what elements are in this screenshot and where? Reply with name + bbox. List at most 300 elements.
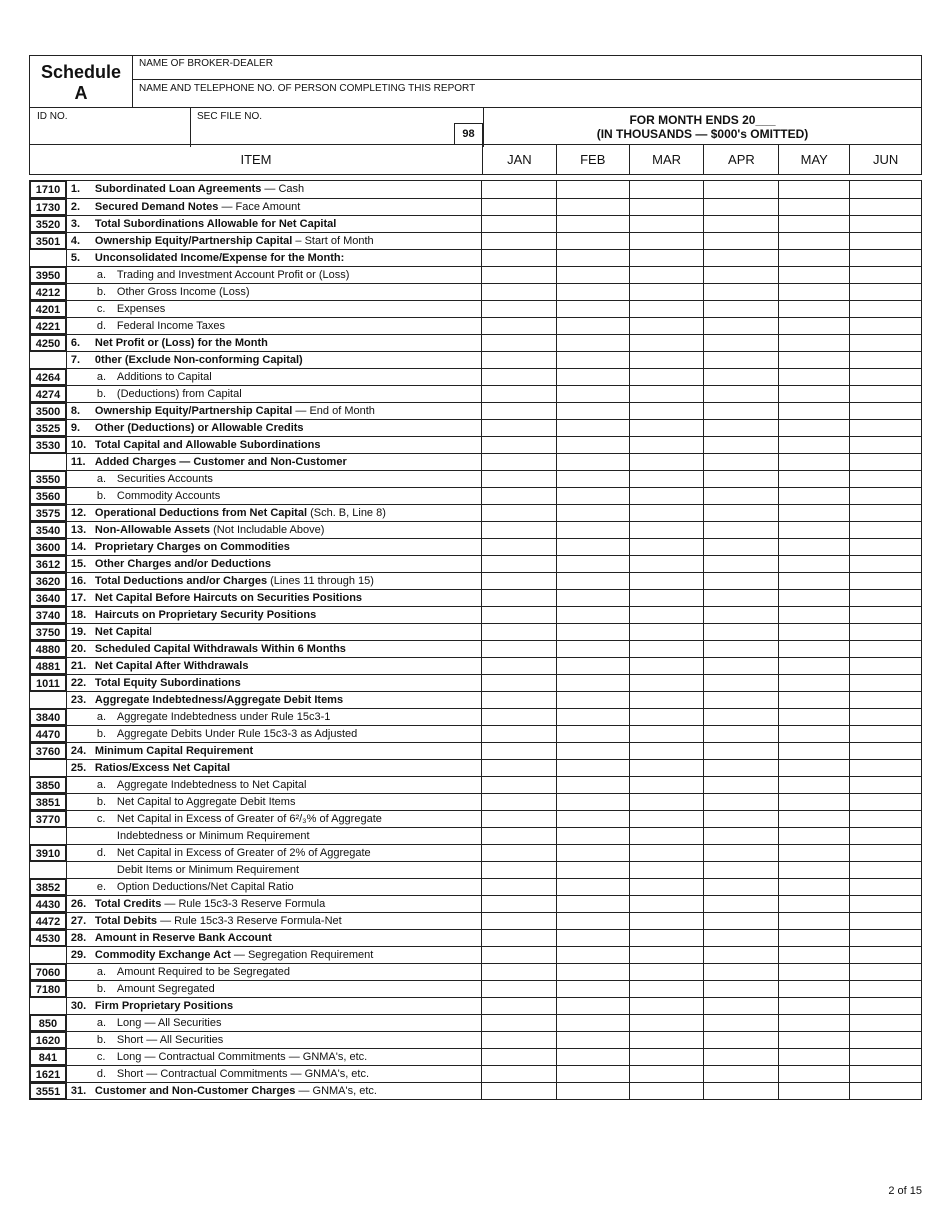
entry-cell-feb[interactable] <box>556 1032 629 1048</box>
entry-cell-jun[interactable] <box>849 573 921 589</box>
entry-cell-jun[interactable] <box>849 879 921 895</box>
entry-cell-jun[interactable] <box>849 369 921 385</box>
entry-cell-jun[interactable] <box>849 386 921 402</box>
entry-cell-may[interactable] <box>778 641 849 657</box>
entry-cell-jun[interactable] <box>849 454 921 470</box>
entry-cell-may[interactable] <box>778 590 849 606</box>
entry-cell-may[interactable] <box>778 267 849 283</box>
entry-cell-mar[interactable] <box>629 760 704 776</box>
entry-cell-jan[interactable] <box>482 641 556 657</box>
entry-cell-may[interactable] <box>778 624 849 640</box>
entry-cell-jun[interactable] <box>849 658 921 674</box>
entry-cell-jun[interactable] <box>849 607 921 623</box>
entry-cell-jun[interactable] <box>849 505 921 521</box>
entry-cell-jan[interactable] <box>482 726 556 742</box>
entry-cell-apr[interactable] <box>703 913 778 929</box>
entry-cell-may[interactable] <box>778 233 849 249</box>
entry-cell-may[interactable] <box>778 250 849 266</box>
entry-cell-jan[interactable] <box>482 539 556 555</box>
entry-cell-mar[interactable] <box>629 794 704 810</box>
entry-cell-apr[interactable] <box>703 862 778 878</box>
entry-cell-mar[interactable] <box>629 454 704 470</box>
entry-cell-jun[interactable] <box>849 675 921 691</box>
entry-cell-jan[interactable] <box>482 1015 556 1031</box>
entry-cell-mar[interactable] <box>629 913 704 929</box>
entry-cell-may[interactable] <box>778 420 849 436</box>
entry-cell-apr[interactable] <box>703 335 778 351</box>
entry-cell-jun[interactable] <box>849 930 921 946</box>
entry-cell-mar[interactable] <box>629 522 704 538</box>
entry-cell-may[interactable] <box>778 386 849 402</box>
entry-cell-jan[interactable] <box>482 590 556 606</box>
entry-cell-mar[interactable] <box>629 318 704 334</box>
entry-cell-jun[interactable] <box>849 1032 921 1048</box>
entry-cell-jun[interactable] <box>849 352 921 368</box>
entry-cell-jan[interactable] <box>482 454 556 470</box>
entry-cell-mar[interactable] <box>629 658 704 674</box>
entry-cell-may[interactable] <box>778 896 849 912</box>
entry-cell-jan[interactable] <box>482 862 556 878</box>
entry-cell-may[interactable] <box>778 760 849 776</box>
entry-cell-apr[interactable] <box>703 471 778 487</box>
entry-cell-jun[interactable] <box>849 709 921 725</box>
entry-cell-may[interactable] <box>778 369 849 385</box>
entry-cell-feb[interactable] <box>556 386 629 402</box>
entry-cell-jun[interactable] <box>849 301 921 317</box>
entry-cell-apr[interactable] <box>703 879 778 895</box>
entry-cell-may[interactable] <box>778 1083 849 1099</box>
entry-cell-mar[interactable] <box>629 981 704 997</box>
entry-cell-may[interactable] <box>778 1015 849 1031</box>
entry-cell-jun[interactable] <box>849 964 921 980</box>
entry-cell-jun[interactable] <box>849 726 921 742</box>
entry-cell-jun[interactable] <box>849 1066 921 1082</box>
entry-cell-feb[interactable] <box>556 1015 629 1031</box>
entry-cell-may[interactable] <box>778 998 849 1014</box>
entry-cell-may[interactable] <box>778 607 849 623</box>
entry-cell-jan[interactable] <box>482 386 556 402</box>
entry-cell-jan[interactable] <box>482 964 556 980</box>
entry-cell-jan[interactable] <box>482 199 556 215</box>
entry-cell-feb[interactable] <box>556 658 629 674</box>
entry-cell-mar[interactable] <box>629 675 704 691</box>
entry-cell-feb[interactable] <box>556 505 629 521</box>
entry-cell-apr[interactable] <box>703 420 778 436</box>
entry-cell-feb[interactable] <box>556 828 629 844</box>
entry-cell-jun[interactable] <box>849 862 921 878</box>
entry-cell-apr[interactable] <box>703 1083 778 1099</box>
entry-cell-may[interactable] <box>778 505 849 521</box>
entry-cell-mar[interactable] <box>629 743 704 759</box>
entry-cell-mar[interactable] <box>629 624 704 640</box>
entry-cell-apr[interactable] <box>703 998 778 1014</box>
entry-cell-may[interactable] <box>778 964 849 980</box>
entry-cell-feb[interactable] <box>556 216 629 232</box>
entry-cell-jun[interactable] <box>849 471 921 487</box>
entry-cell-jun[interactable] <box>849 981 921 997</box>
entry-cell-jun[interactable] <box>849 539 921 555</box>
entry-cell-feb[interactable] <box>556 301 629 317</box>
entry-cell-may[interactable] <box>778 1032 849 1048</box>
entry-cell-feb[interactable] <box>556 539 629 555</box>
entry-cell-apr[interactable] <box>703 692 778 708</box>
entry-cell-may[interactable] <box>778 828 849 844</box>
entry-cell-jan[interactable] <box>482 794 556 810</box>
entry-cell-feb[interactable] <box>556 1049 629 1065</box>
entry-cell-jan[interactable] <box>482 437 556 453</box>
entry-cell-jan[interactable] <box>482 896 556 912</box>
entry-cell-feb[interactable] <box>556 777 629 793</box>
entry-cell-apr[interactable] <box>703 250 778 266</box>
entry-cell-apr[interactable] <box>703 199 778 215</box>
entry-cell-feb[interactable] <box>556 964 629 980</box>
entry-cell-jun[interactable] <box>849 199 921 215</box>
entry-cell-jun[interactable] <box>849 216 921 232</box>
entry-cell-mar[interactable] <box>629 369 704 385</box>
person-completing-field[interactable] <box>133 80 921 107</box>
entry-cell-feb[interactable] <box>556 879 629 895</box>
entry-cell-mar[interactable] <box>629 709 704 725</box>
entry-cell-mar[interactable] <box>629 777 704 793</box>
entry-cell-may[interactable] <box>778 573 849 589</box>
entry-cell-mar[interactable] <box>629 930 704 946</box>
entry-cell-jan[interactable] <box>482 760 556 776</box>
entry-cell-jan[interactable] <box>482 998 556 1014</box>
entry-cell-mar[interactable] <box>629 828 704 844</box>
entry-cell-may[interactable] <box>778 471 849 487</box>
entry-cell-jan[interactable] <box>482 658 556 674</box>
entry-cell-may[interactable] <box>778 539 849 555</box>
entry-cell-may[interactable] <box>778 981 849 997</box>
entry-cell-jan[interactable] <box>482 828 556 844</box>
entry-cell-mar[interactable] <box>629 845 704 861</box>
entry-cell-jun[interactable] <box>849 1015 921 1031</box>
entry-cell-feb[interactable] <box>556 981 629 997</box>
entry-cell-feb[interactable] <box>556 471 629 487</box>
entry-cell-mar[interactable] <box>629 352 704 368</box>
entry-cell-mar[interactable] <box>629 301 704 317</box>
entry-cell-feb[interactable] <box>556 250 629 266</box>
entry-cell-feb[interactable] <box>556 998 629 1014</box>
entry-cell-mar[interactable] <box>629 386 704 402</box>
entry-cell-jun[interactable] <box>849 777 921 793</box>
entry-cell-jan[interactable] <box>482 488 556 504</box>
entry-cell-jun[interactable] <box>849 420 921 436</box>
entry-cell-mar[interactable] <box>629 1066 704 1082</box>
entry-cell-apr[interactable] <box>703 828 778 844</box>
entry-cell-mar[interactable] <box>629 573 704 589</box>
entry-cell-mar[interactable] <box>629 998 704 1014</box>
entry-cell-feb[interactable] <box>556 607 629 623</box>
entry-cell-apr[interactable] <box>703 709 778 725</box>
entry-cell-feb[interactable] <box>556 318 629 334</box>
entry-cell-jun[interactable] <box>849 1083 921 1099</box>
entry-cell-apr[interactable] <box>703 607 778 623</box>
entry-cell-jun[interactable] <box>849 760 921 776</box>
entry-cell-apr[interactable] <box>703 505 778 521</box>
entry-cell-jun[interactable] <box>849 556 921 572</box>
entry-cell-feb[interactable] <box>556 947 629 963</box>
entry-cell-may[interactable] <box>778 318 849 334</box>
entry-cell-jun[interactable] <box>849 233 921 249</box>
entry-cell-apr[interactable] <box>703 896 778 912</box>
entry-cell-jun[interactable] <box>849 811 921 827</box>
entry-cell-jan[interactable] <box>482 573 556 589</box>
entry-cell-mar[interactable] <box>629 403 704 419</box>
entry-cell-feb[interactable] <box>556 199 629 215</box>
entry-cell-apr[interactable] <box>703 386 778 402</box>
entry-cell-jan[interactable] <box>482 947 556 963</box>
entry-cell-jan[interactable] <box>482 879 556 895</box>
entry-cell-mar[interactable] <box>629 556 704 572</box>
entry-cell-apr[interactable] <box>703 284 778 300</box>
entry-cell-feb[interactable] <box>556 352 629 368</box>
entry-cell-mar[interactable] <box>629 1015 704 1031</box>
entry-cell-jan[interactable] <box>482 1066 556 1082</box>
entry-cell-jan[interactable] <box>482 471 556 487</box>
entry-cell-apr[interactable] <box>703 216 778 232</box>
entry-cell-mar[interactable] <box>629 1083 704 1099</box>
entry-cell-jun[interactable] <box>849 845 921 861</box>
entry-cell-jan[interactable] <box>482 216 556 232</box>
entry-cell-may[interactable] <box>778 726 849 742</box>
entry-cell-mar[interactable] <box>629 505 704 521</box>
entry-cell-jun[interactable] <box>849 743 921 759</box>
entry-cell-mar[interactable] <box>629 335 704 351</box>
entry-cell-jun[interactable] <box>849 181 921 198</box>
entry-cell-apr[interactable] <box>703 556 778 572</box>
entry-cell-feb[interactable] <box>556 454 629 470</box>
entry-cell-may[interactable] <box>778 437 849 453</box>
entry-cell-apr[interactable] <box>703 964 778 980</box>
entry-cell-jan[interactable] <box>482 913 556 929</box>
entry-cell-jun[interactable] <box>849 641 921 657</box>
entry-cell-may[interactable] <box>778 1049 849 1065</box>
entry-cell-mar[interactable] <box>629 420 704 436</box>
entry-cell-jun[interactable] <box>849 794 921 810</box>
entry-cell-jun[interactable] <box>849 267 921 283</box>
entry-cell-may[interactable] <box>778 352 849 368</box>
entry-cell-jan[interactable] <box>482 607 556 623</box>
entry-cell-apr[interactable] <box>703 658 778 674</box>
entry-cell-mar[interactable] <box>629 181 704 198</box>
entry-cell-feb[interactable] <box>556 743 629 759</box>
entry-cell-mar[interactable] <box>629 250 704 266</box>
entry-cell-apr[interactable] <box>703 318 778 334</box>
entry-cell-feb[interactable] <box>556 692 629 708</box>
entry-cell-may[interactable] <box>778 675 849 691</box>
entry-cell-jan[interactable] <box>482 369 556 385</box>
entry-cell-feb[interactable] <box>556 590 629 606</box>
entry-cell-feb[interactable] <box>556 845 629 861</box>
entry-cell-may[interactable] <box>778 913 849 929</box>
entry-cell-apr[interactable] <box>703 267 778 283</box>
entry-cell-jan[interactable] <box>482 777 556 793</box>
entry-cell-may[interactable] <box>778 947 849 963</box>
entry-cell-jan[interactable] <box>482 743 556 759</box>
entry-cell-jun[interactable] <box>849 692 921 708</box>
entry-cell-jun[interactable] <box>849 318 921 334</box>
entry-cell-apr[interactable] <box>703 1032 778 1048</box>
entry-cell-jan[interactable] <box>482 522 556 538</box>
entry-cell-mar[interactable] <box>629 1032 704 1048</box>
entry-cell-jan[interactable] <box>482 811 556 827</box>
entry-cell-apr[interactable] <box>703 301 778 317</box>
entry-cell-may[interactable] <box>778 845 849 861</box>
entry-cell-mar[interactable] <box>629 471 704 487</box>
entry-cell-may[interactable] <box>778 862 849 878</box>
entry-cell-mar[interactable] <box>629 964 704 980</box>
entry-cell-feb[interactable] <box>556 522 629 538</box>
entry-cell-apr[interactable] <box>703 930 778 946</box>
entry-cell-apr[interactable] <box>703 675 778 691</box>
entry-cell-jan[interactable] <box>482 1049 556 1065</box>
entry-cell-jan[interactable] <box>482 250 556 266</box>
entry-cell-apr[interactable] <box>703 726 778 742</box>
entry-cell-may[interactable] <box>778 522 849 538</box>
entry-cell-jan[interactable] <box>482 335 556 351</box>
entry-cell-feb[interactable] <box>556 403 629 419</box>
entry-cell-jan[interactable] <box>482 233 556 249</box>
entry-cell-apr[interactable] <box>703 539 778 555</box>
entry-cell-feb[interactable] <box>556 641 629 657</box>
entry-cell-mar[interactable] <box>629 692 704 708</box>
entry-cell-jun[interactable] <box>849 250 921 266</box>
entry-cell-mar[interactable] <box>629 607 704 623</box>
entry-cell-may[interactable] <box>778 692 849 708</box>
entry-cell-may[interactable] <box>778 335 849 351</box>
entry-cell-feb[interactable] <box>556 862 629 878</box>
entry-cell-jun[interactable] <box>849 896 921 912</box>
sec-file-no-field[interactable] <box>190 108 483 147</box>
entry-cell-jun[interactable] <box>849 590 921 606</box>
entry-cell-feb[interactable] <box>556 181 629 198</box>
entry-cell-feb[interactable] <box>556 488 629 504</box>
entry-cell-apr[interactable] <box>703 1049 778 1065</box>
entry-cell-apr[interactable] <box>703 437 778 453</box>
entry-cell-apr[interactable] <box>703 811 778 827</box>
entry-cell-jan[interactable] <box>482 556 556 572</box>
entry-cell-feb[interactable] <box>556 437 629 453</box>
entry-cell-apr[interactable] <box>703 233 778 249</box>
entry-cell-jan[interactable] <box>482 845 556 861</box>
entry-cell-apr[interactable] <box>703 488 778 504</box>
entry-cell-mar[interactable] <box>629 896 704 912</box>
entry-cell-jan[interactable] <box>482 675 556 691</box>
entry-cell-feb[interactable] <box>556 624 629 640</box>
entry-cell-may[interactable] <box>778 488 849 504</box>
entry-cell-feb[interactable] <box>556 675 629 691</box>
entry-cell-apr[interactable] <box>703 641 778 657</box>
entry-cell-apr[interactable] <box>703 590 778 606</box>
entry-cell-may[interactable] <box>778 658 849 674</box>
entry-cell-mar[interactable] <box>629 539 704 555</box>
entry-cell-feb[interactable] <box>556 335 629 351</box>
entry-cell-apr[interactable] <box>703 743 778 759</box>
entry-cell-may[interactable] <box>778 284 849 300</box>
entry-cell-apr[interactable] <box>703 1066 778 1082</box>
entry-cell-feb[interactable] <box>556 1083 629 1099</box>
entry-cell-feb[interactable] <box>556 284 629 300</box>
entry-cell-mar[interactable] <box>629 726 704 742</box>
entry-cell-jan[interactable] <box>482 505 556 521</box>
entry-cell-may[interactable] <box>778 556 849 572</box>
entry-cell-feb[interactable] <box>556 233 629 249</box>
entry-cell-feb[interactable] <box>556 267 629 283</box>
entry-cell-may[interactable] <box>778 216 849 232</box>
entry-cell-may[interactable] <box>778 743 849 759</box>
entry-cell-mar[interactable] <box>629 199 704 215</box>
entry-cell-mar[interactable] <box>629 233 704 249</box>
entry-cell-apr[interactable] <box>703 573 778 589</box>
entry-cell-jun[interactable] <box>849 624 921 640</box>
entry-cell-jun[interactable] <box>849 913 921 929</box>
entry-cell-jan[interactable] <box>482 709 556 725</box>
entry-cell-mar[interactable] <box>629 437 704 453</box>
entry-cell-mar[interactable] <box>629 879 704 895</box>
entry-cell-may[interactable] <box>778 879 849 895</box>
entry-cell-feb[interactable] <box>556 369 629 385</box>
entry-cell-apr[interactable] <box>703 369 778 385</box>
entry-cell-apr[interactable] <box>703 624 778 640</box>
entry-cell-jan[interactable] <box>482 352 556 368</box>
entry-cell-may[interactable] <box>778 403 849 419</box>
entry-cell-feb[interactable] <box>556 896 629 912</box>
entry-cell-mar[interactable] <box>629 641 704 657</box>
entry-cell-may[interactable] <box>778 181 849 198</box>
entry-cell-may[interactable] <box>778 1066 849 1082</box>
entry-cell-jun[interactable] <box>849 403 921 419</box>
entry-cell-may[interactable] <box>778 301 849 317</box>
entry-cell-jun[interactable] <box>849 284 921 300</box>
entry-cell-jan[interactable] <box>482 930 556 946</box>
entry-cell-jun[interactable] <box>849 522 921 538</box>
entry-cell-may[interactable] <box>778 794 849 810</box>
entry-cell-jan[interactable] <box>482 624 556 640</box>
entry-cell-jun[interactable] <box>849 1049 921 1065</box>
entry-cell-apr[interactable] <box>703 352 778 368</box>
entry-cell-feb[interactable] <box>556 794 629 810</box>
entry-cell-apr[interactable] <box>703 760 778 776</box>
entry-cell-mar[interactable] <box>629 488 704 504</box>
entry-cell-may[interactable] <box>778 930 849 946</box>
entry-cell-feb[interactable] <box>556 1066 629 1082</box>
entry-cell-jun[interactable] <box>849 437 921 453</box>
entry-cell-feb[interactable] <box>556 811 629 827</box>
entry-cell-jan[interactable] <box>482 403 556 419</box>
entry-cell-may[interactable] <box>778 709 849 725</box>
entry-cell-jan[interactable] <box>482 318 556 334</box>
entry-cell-mar[interactable] <box>629 590 704 606</box>
entry-cell-feb[interactable] <box>556 760 629 776</box>
entry-cell-feb[interactable] <box>556 726 629 742</box>
entry-cell-apr[interactable] <box>703 947 778 963</box>
entry-cell-mar[interactable] <box>629 1049 704 1065</box>
entry-cell-feb[interactable] <box>556 913 629 929</box>
entry-cell-apr[interactable] <box>703 454 778 470</box>
entry-cell-may[interactable] <box>778 454 849 470</box>
entry-cell-feb[interactable] <box>556 930 629 946</box>
entry-cell-apr[interactable] <box>703 403 778 419</box>
entry-cell-jun[interactable] <box>849 488 921 504</box>
entry-cell-mar[interactable] <box>629 862 704 878</box>
entry-cell-feb[interactable] <box>556 556 629 572</box>
entry-cell-may[interactable] <box>778 777 849 793</box>
entry-cell-may[interactable] <box>778 199 849 215</box>
entry-cell-jan[interactable] <box>482 1083 556 1099</box>
entry-cell-mar[interactable] <box>629 811 704 827</box>
id-no-field[interactable] <box>30 108 190 147</box>
